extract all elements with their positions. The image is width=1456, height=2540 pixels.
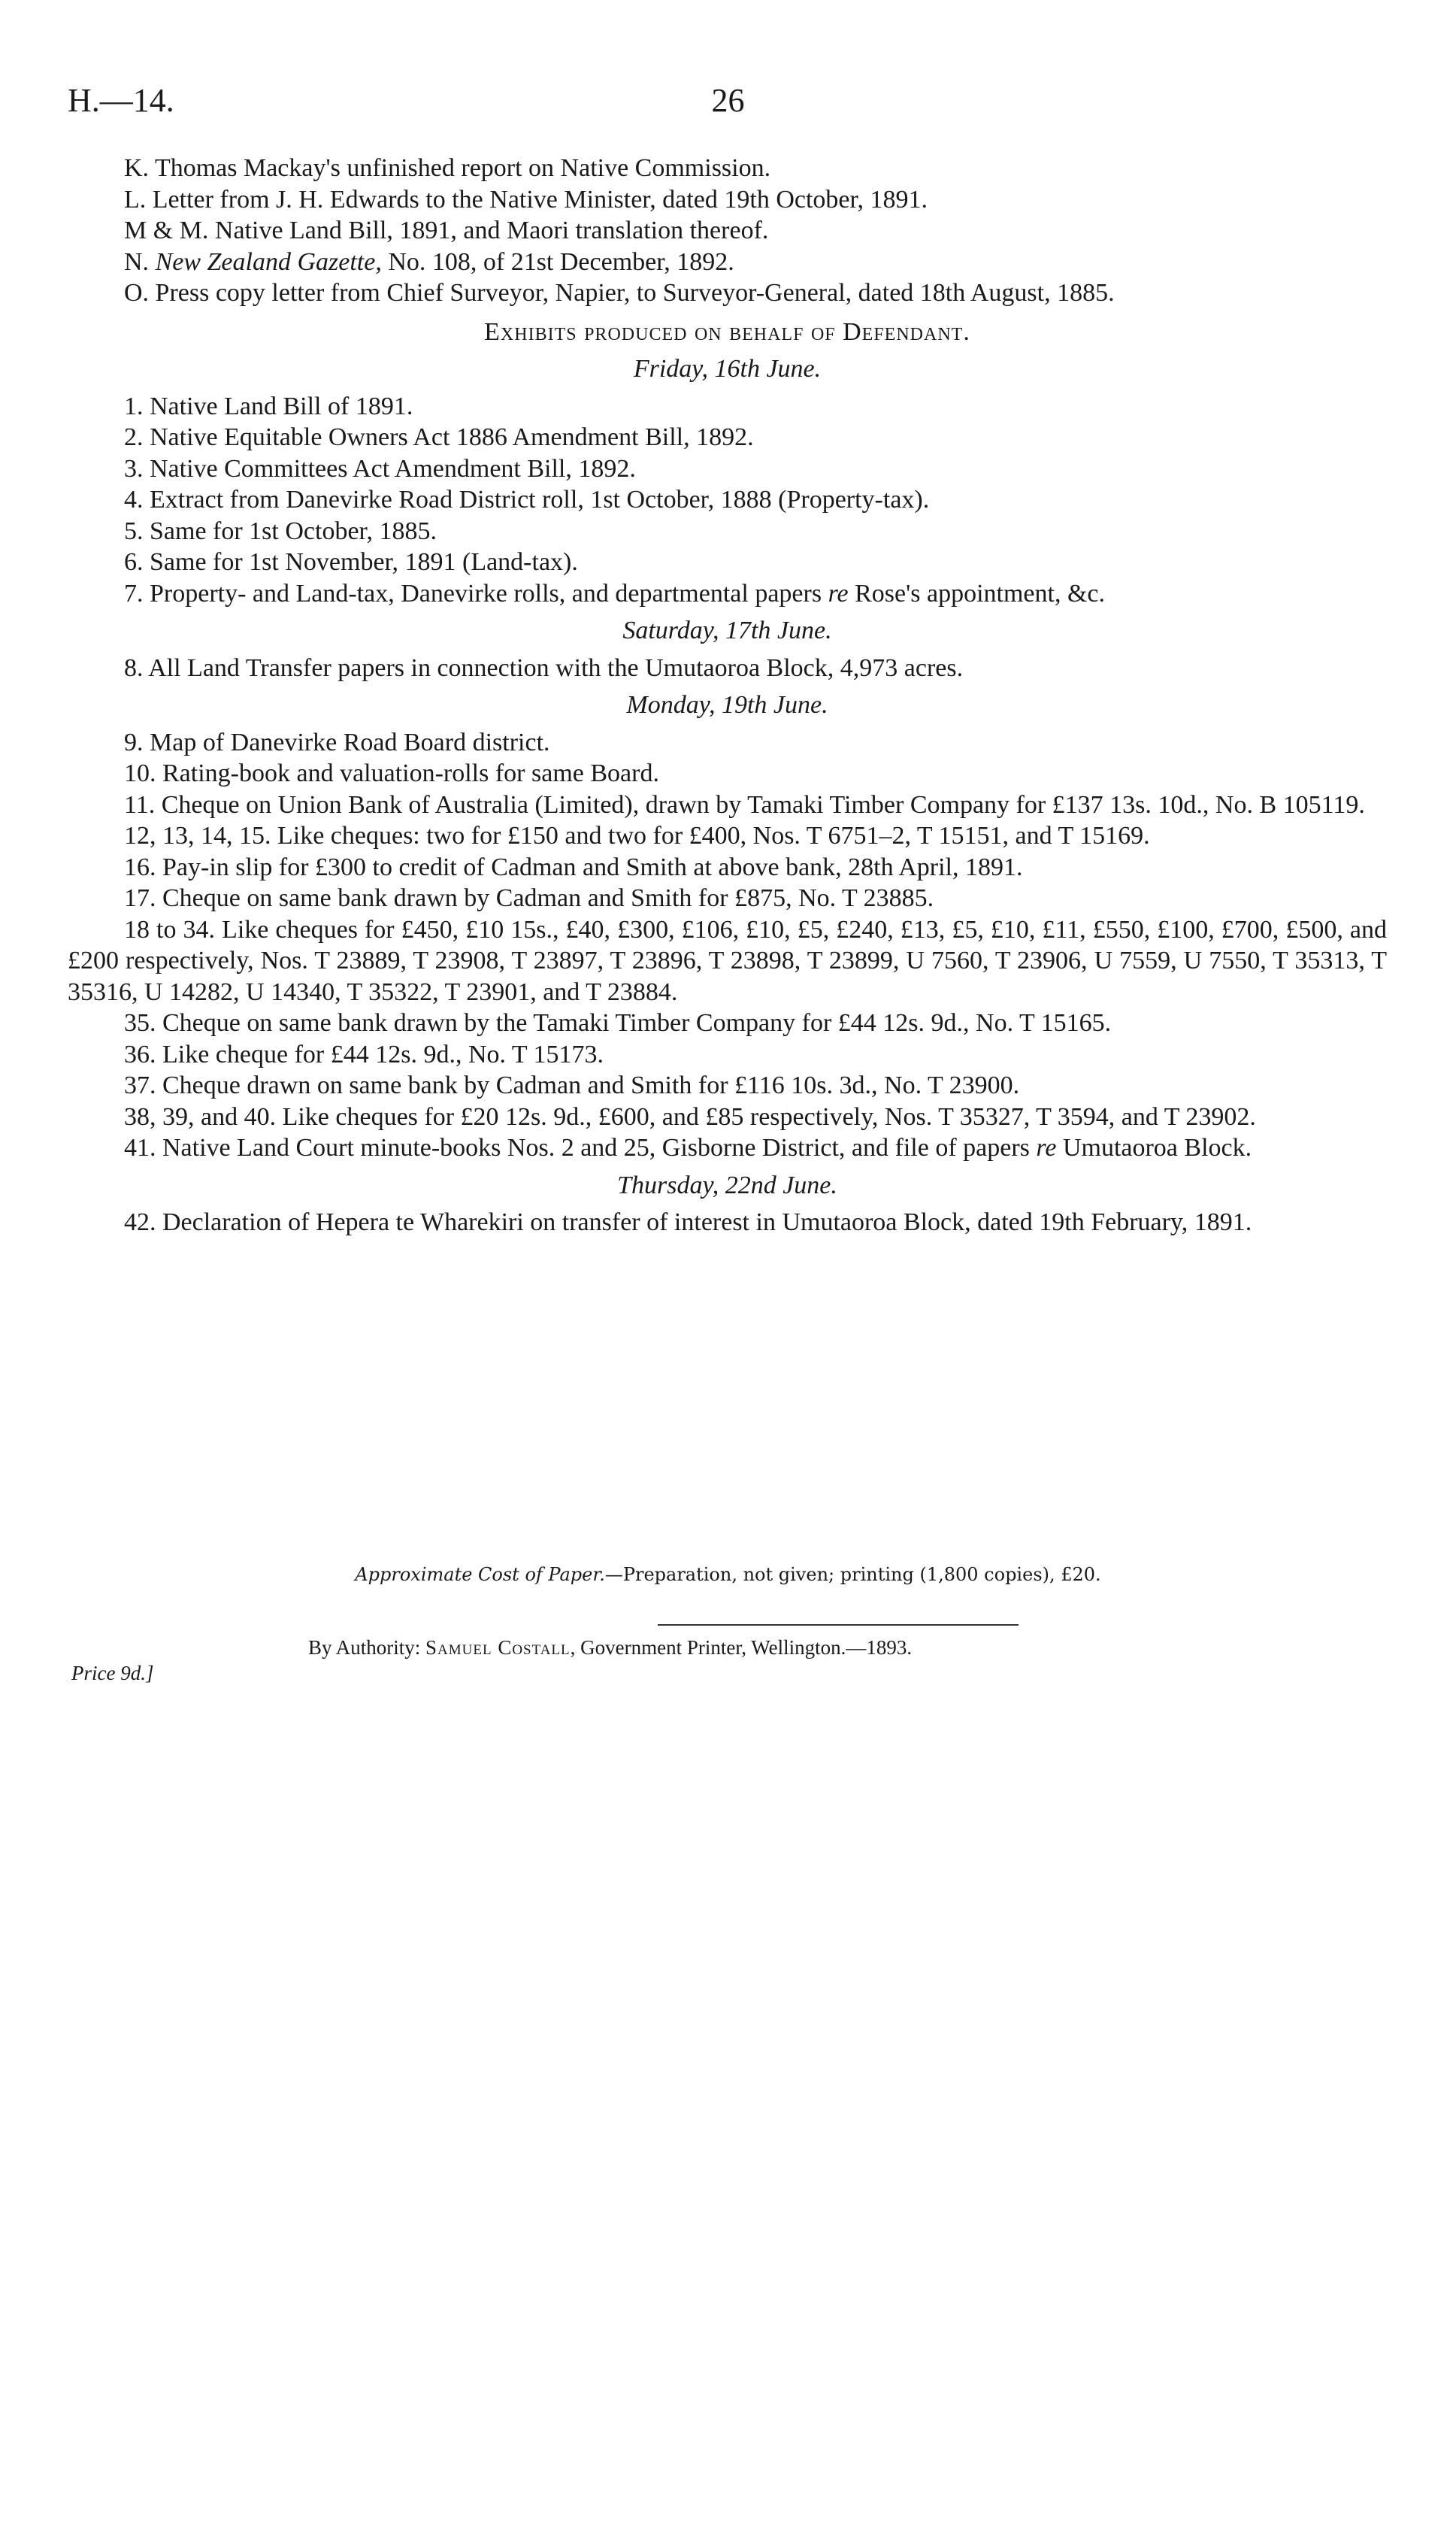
document-code: H.—14. [68, 82, 174, 119]
day-heading: Saturday, 17th June. [622, 617, 832, 644]
footer-rule [658, 1624, 1019, 1626]
exhibit-entry: L. Letter from J. H. Edwards to the Native Minister, dated 19th October, 1891. [124, 185, 928, 214]
exhibit-entry: O. Press copy letter from Chief Surveyor, Napier, to Surveyor-General, dated 18th August, 1885. [124, 279, 1115, 307]
exhibit-entry: K. Thomas Mackay's unfinished report on Native Commission. [124, 154, 771, 182]
exhibit-entry [68, 1132, 1387, 1164]
exhibit-entry: 16. Pay-in slip for £300 to credit of Cadman and Smith at above bank, 28th April, 1891. [124, 853, 1023, 881]
entry-text: 7. Property- and Land-tax, Danevirke rolls, and departmental papers [124, 579, 828, 608]
cost-text: —Preparation, not given; printing (1,800 copies), £20. [604, 1564, 1101, 1585]
exhibit-entry: 3. Native Committees Act Amendment Bill, 1892. [124, 454, 636, 483]
exhibit-entry [68, 247, 1387, 278]
exhibit-entry: 38, 39, and 40. Like cheques for £20 12s. 9d., £600, and £85 respectively, Nos. T 35327, T 3594, and T 23902. [124, 1102, 1256, 1131]
exhibit-entry: 17. Cheque on same bank drawn by Cadman and Smith for £875, No. T 23885. [124, 884, 934, 912]
exhibit-entry: 9. Map of Danevirke Road Board district. [124, 728, 550, 756]
printer-name: Samuel Costall [425, 1636, 571, 1659]
day-heading: Monday, 19th June. [626, 691, 828, 719]
page-header [68, 81, 1388, 126]
exhibit-entry: 4. Extract from Danevirke Road District roll, 1st October, 1888 (Property-tax). [124, 486, 930, 514]
cost-of-paper [0, 1564, 1456, 1585]
exhibit-entry: 6. Same for 1st November, 1891 (Land-tax). [124, 548, 578, 576]
exhibit-entry: 35. Cheque on same bank drawn by the Tamaki Timber Company for £44 12s. 9d., No. T 15165. [124, 1009, 1112, 1037]
entry-text: 41. Native Land Court minute-books Nos. 2 and 25, Gisborne District, and file of papers [124, 1134, 1037, 1162]
exhibit-entry: 8. All Land Transfer papers in connection with the Umutaoroa Block, 4,973 acres. [124, 653, 964, 682]
entry-text: Umutaoroa Block. [1056, 1134, 1252, 1162]
exhibit-list [68, 153, 1387, 1238]
day-heading: Friday, 16th June. [633, 355, 822, 383]
exhibit-entry: 36. Like cheque for £44 12s. 9d., No. T 15173. [124, 1040, 604, 1068]
entry-italic-text: re [828, 579, 849, 608]
exhibit-entry: M & M. Native Land Bill, 1891, and Maori translation thereof. [124, 217, 769, 244]
entry-text: Rose's appointment, &c. [848, 579, 1105, 608]
authority-suffix: , Government Printer, Wellington.—1893. [570, 1636, 913, 1659]
exhibit-entry: 5. Same for 1st October, 1885. [124, 517, 437, 545]
exhibit-entry [68, 578, 1387, 610]
exhibit-entry: 1. Native Land Bill of 1891. [124, 392, 413, 420]
price: Price 9d.] [71, 1662, 154, 1684]
cost-label: Approximate Cost of Paper. [355, 1564, 605, 1585]
day-heading: Thursday, 22nd June. [617, 1171, 837, 1199]
exhibit-entry: 37. Cheque drawn on same bank by Cadman and Smith for £116 10s. 3d., No. T 23900. [124, 1071, 1020, 1099]
printer-authority [308, 1636, 912, 1659]
exhibit-entry: 11. Cheque on Union Bank of Australia (Limited), drawn by Tamaki Timber Company for £137 13s. 10d., No. B 105119. [124, 790, 1365, 819]
exhibit-entry: 42. Declaration of Hepera te Wharekiri on transfer of interest in Umutaoroa Block, dated 19th February, 1891. [124, 1208, 1252, 1236]
entry-italic-text: New Zealand Gazette, [155, 247, 382, 276]
exhibit-entry: 12, 13, 14, 15. Like cheques: two for £150 and two for £400, Nos. T 6751–2, T 15151, and T 15169. [124, 822, 1150, 850]
page-number: 26 [711, 82, 745, 119]
entry-italic-text: re [1036, 1134, 1057, 1162]
exhibit-entry: 2. Native Equitable Owners Act 1886 Amendment Bill, 1892. [124, 423, 754, 451]
exhibit-entry: 18 to 34. Like cheques for £450, £10 15s., £40, £300, £106, £10, £5, £240, £13, £5, £10, £11, £550, £100, £700, £500, and £200 respectively, Nos. T 23889, T 23908, T 23897, T 23896, T 23898, T 23899, U 7560, T 23906, U 7559, U 7550, T 35313, T 35316, U 14282, U 14340, T 35322, T 23901, and T 23884. [68, 915, 1387, 1006]
authority-prefix: By Authority: [308, 1636, 426, 1659]
entry-text: No. 108, of 21st December, 1892. [381, 247, 734, 276]
defendant-exhibits-heading: Exhibits produced on behalf of Defendant. [484, 317, 970, 346]
exhibit-entry: 10. Rating-book and valuation-rolls for same Board. [124, 759, 659, 787]
entry-text: N. [124, 247, 156, 276]
